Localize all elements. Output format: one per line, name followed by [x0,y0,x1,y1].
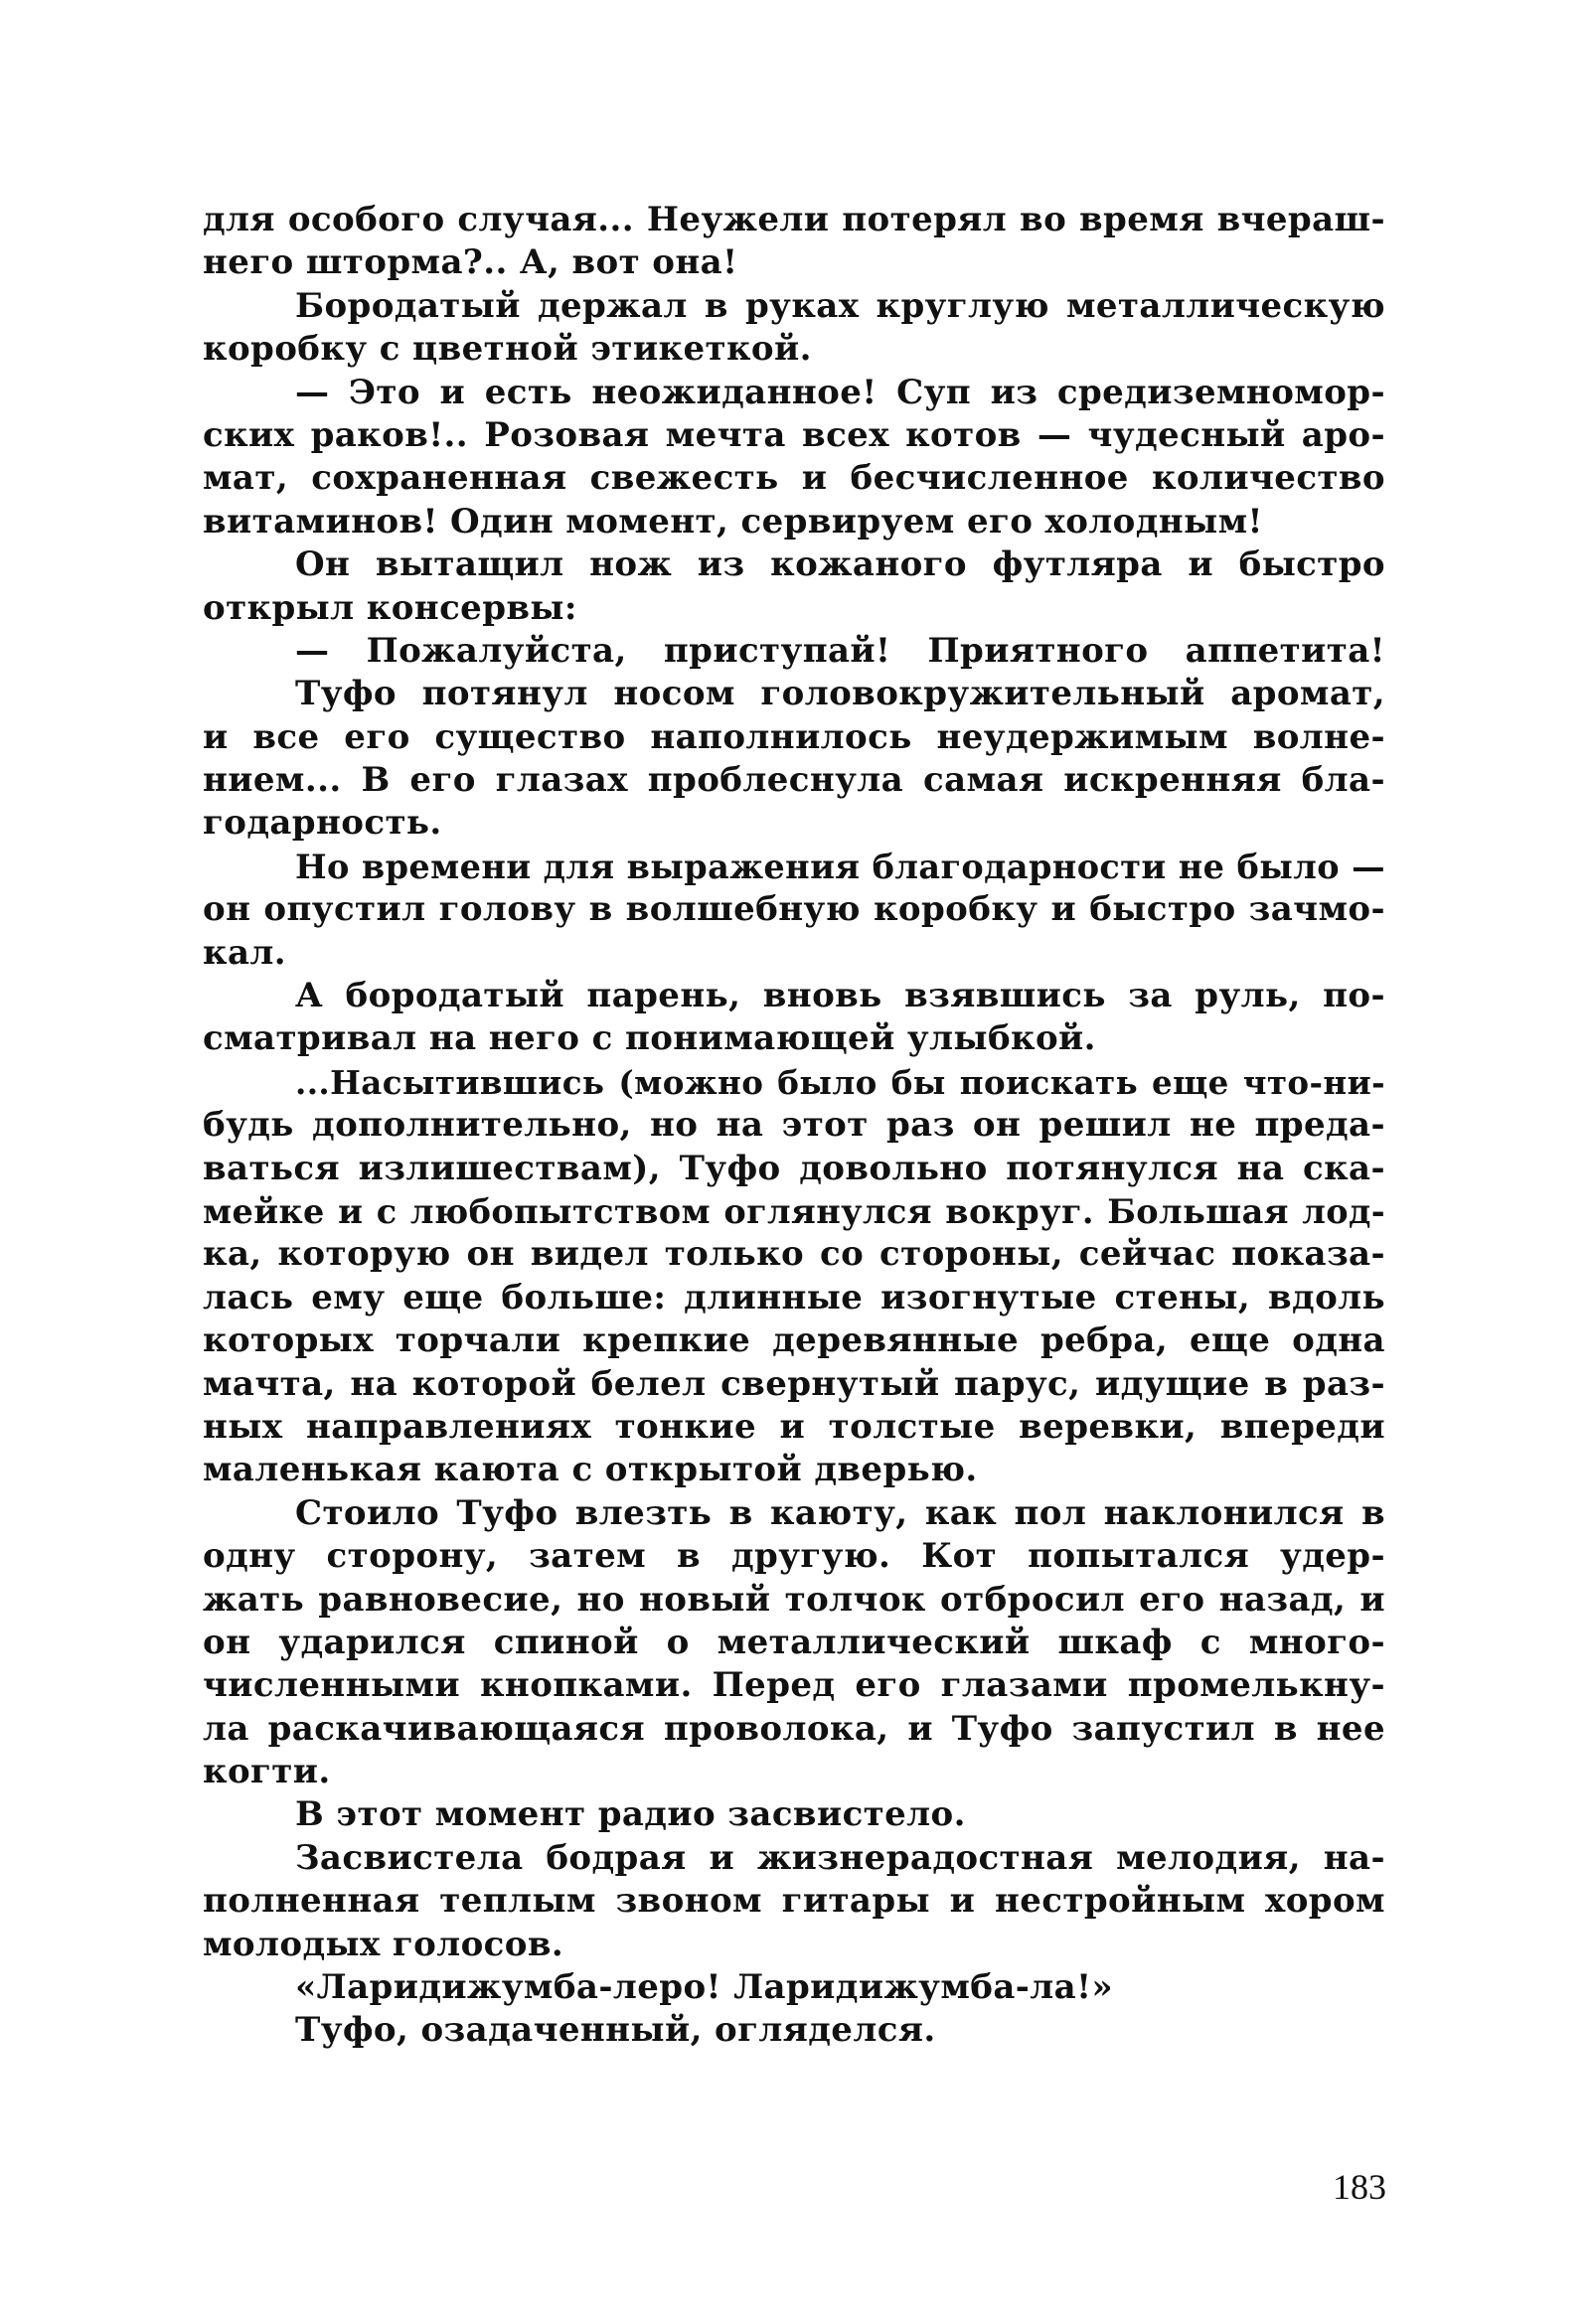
text-line: кал. [203,932,286,973]
text-line: ских раков!.. Розовая мечта всех котов — чудесный аро- [203,414,1385,455]
text-line: ных направлениях тонкие и толстые веревки, впереди [203,1406,1385,1447]
text-line: и все его существо наполнилось неудержимым волне- [203,716,1385,757]
text-line: мачта, на которой белел свернутый парус, идущие в раз- [203,1363,1385,1404]
text-line: — Это и есть неожиданное! Суп из средиземномор- [295,372,1385,412]
text-line: которых торчали крепкие деревянные ребра, еще одна [203,1320,1385,1361]
text-line: он опустил голову в волшебную коробку и быстро зачмо- [203,889,1385,930]
text-line: численными кнопками. Перед его глазами промелькну- [203,1665,1385,1706]
text-line: него шторма?.. А, вот она! [203,242,738,283]
text-line: открыл консервы: [203,587,577,628]
text-line: Туфо, озадаченный, огляделся. [295,2010,936,2051]
text-line: коробку с цветной этикеткой. [203,329,812,370]
text-line: Туфо потянул носом головокружительный аромат, [295,674,1385,714]
text-line: сматривал на него с понимающей улыбкой. [203,1018,1096,1059]
text-line: лась ему еще больше: длинные изогнутые стены, вдоль [203,1277,1385,1317]
text-line: ка, которую он видел только со стороны, сейчас показа- [203,1234,1385,1275]
text-line: ла раскачивающаяся проволока, и Туфо запустил в нее [203,1708,1385,1749]
text-line: мейке и с любопытством оглянулся вокруг. Большая лод- [203,1191,1385,1231]
text-line: будь дополнительно, но на этот раз он решил не преда- [203,1105,1385,1146]
text-line: Но времени для выражения благодарности не было — [295,847,1385,886]
text-line: когти. [203,1752,331,1792]
text-line: он ударился спиной о металлический шкаф с много- [203,1622,1385,1662]
body-text [203,199,1385,2053]
text-line: В этот момент радио засвистело. [295,1794,966,1835]
text-line: витаминов! Один момент, сервируем его холодным! [203,501,1263,542]
text-line: Он вытащил нож из кожаного футляра и быстро [295,544,1385,585]
text-line: нием... В его глазах проблеснула самая искренняя бла- [203,760,1385,801]
text-line: ...Насытившись (можно было бы поискать еще что-ни- [295,1062,1385,1102]
text-line: для особого случая... Неужели потерял во время вчераш- [203,200,1385,239]
page-number: 183 [1333,2167,1386,2207]
text-line: полненная теплым звоном гитары и нестройным хором [203,1881,1385,1922]
text-line: годарность. [203,803,442,844]
text-line: ваться излишествам), Туфо довольно потянулся на ска- [203,1148,1385,1188]
text-line: маленькая каюта с открытой дверью. [203,1450,978,1490]
text-line: одну сторону, затем в другую. Кот попытался удер- [203,1536,1385,1577]
text-line: жать равновесие, но новый толчок отбросил его назад, и [203,1579,1385,1620]
text-line: — Пожалуйста, приступай! Приятного аппетита! [295,630,1385,671]
text-line: Стоило Туфо влезть в каюту, как пол наклонился в [295,1492,1385,1533]
text-line: Бородатый держал в руках круглую металлическую [295,285,1385,326]
text-line: А бородатый парень, вновь взявшись за руль, по- [295,976,1385,1016]
text-line: Засвистела бодрая и жизнерадостная мелодия, на- [295,1837,1385,1878]
text-line: мат, сохраненная свежесть и бесчисленное количество [203,458,1385,499]
text-line: молодых голосов. [203,1924,564,1964]
text-line: «Ларидижумба-леро! Ларидижумба-ла!» [295,1967,1114,2008]
